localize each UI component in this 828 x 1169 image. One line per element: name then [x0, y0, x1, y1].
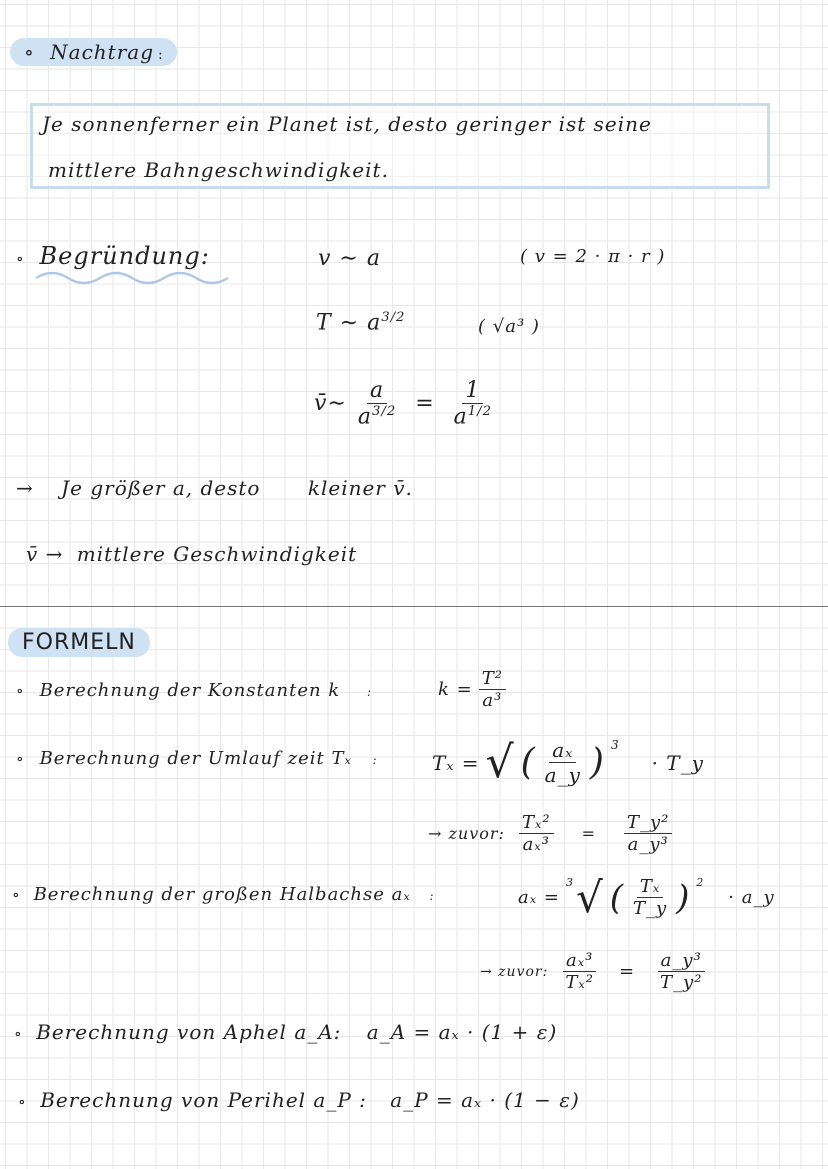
formula-tx-label: ∘ Berechnung der Umlauf zeit Tₓ :	[16, 748, 378, 769]
eq-v-note: ( v = 2 · π · r )	[520, 246, 666, 267]
statement-line-1: Je sonnenferner ein Planet ist, desto geringer ist seine	[42, 112, 652, 136]
formula-ax-zuvor: → zuvor: $\frac{\text{aₓ³}}{\text{Tₓ²}}$ = $\frac{\text{a\_y³}}{\text{T\_y²}}$	[480, 950, 705, 993]
conclusion-line: → Je größer a, desto kleiner v̄.	[16, 476, 413, 500]
formula-ax: aₓ = $^3$ √ ( $\frac{\text{Tₓ}}{T\_y}$ ) $^2$ · a_y	[518, 872, 775, 922]
arrow: →	[16, 476, 34, 500]
arrow: →	[45, 542, 64, 566]
formula-k-label: ∘ Berechnung der Konstanten k :	[16, 680, 372, 701]
formeln-title: FORMELN	[8, 628, 150, 657]
eq-t-note: ( √a³ )	[478, 316, 540, 337]
nachtrag-heading	[10, 38, 177, 66]
formula-tx-zuvor: → zuvor: $\frac{\text{Tₓ²}}{\text{aₓ³}}$ = $\frac{\text{T\_y²}}{\text{a\_y³}}$	[428, 812, 672, 855]
nachtrag-label: Nachtrag	[50, 40, 155, 64]
bullet: ∘	[16, 249, 24, 268]
statement-line-2: mittlere Bahngeschwindigkeit.	[48, 158, 389, 182]
formula-perihel: ∘ Berechnung von Perihel a_P : a_P = aₓ · (1 − ε)	[18, 1088, 580, 1112]
begruendung-underline	[34, 268, 244, 286]
formula-aphel: ∘ Berechnung von Aphel a_A: a_A = aₓ · (1 + ε)	[14, 1020, 558, 1044]
eq-t-prop-a: T ∼ $a^{3/2}$	[316, 310, 406, 336]
formula-ax-label: ∘ Berechnung der großen Halbachse aₓ :	[12, 884, 435, 905]
bullet: ∘	[24, 40, 34, 64]
eq-v-prop-a: v ∼ a	[318, 246, 381, 271]
formula-k: k = $\frac{\text{T²}}{\text{a³}}$	[438, 668, 506, 711]
begruendung-heading	[16, 242, 210, 270]
nachtrag-colon: :	[158, 47, 163, 63]
definition-line: v̄ → mittlere Geschwindigkeit	[26, 542, 358, 566]
section-divider	[0, 606, 828, 607]
begruendung-label: Begründung:	[39, 242, 210, 270]
eq-vbar: v̄∼ $\frac{a}{a^{3/2}}$ = $\frac{1}{a^{1/2}}$	[314, 378, 493, 430]
formula-tx: Tₓ = √ ( $\frac{\text{aₓ}}{a\_y}$ ) $^3$ · T_y	[432, 736, 704, 788]
